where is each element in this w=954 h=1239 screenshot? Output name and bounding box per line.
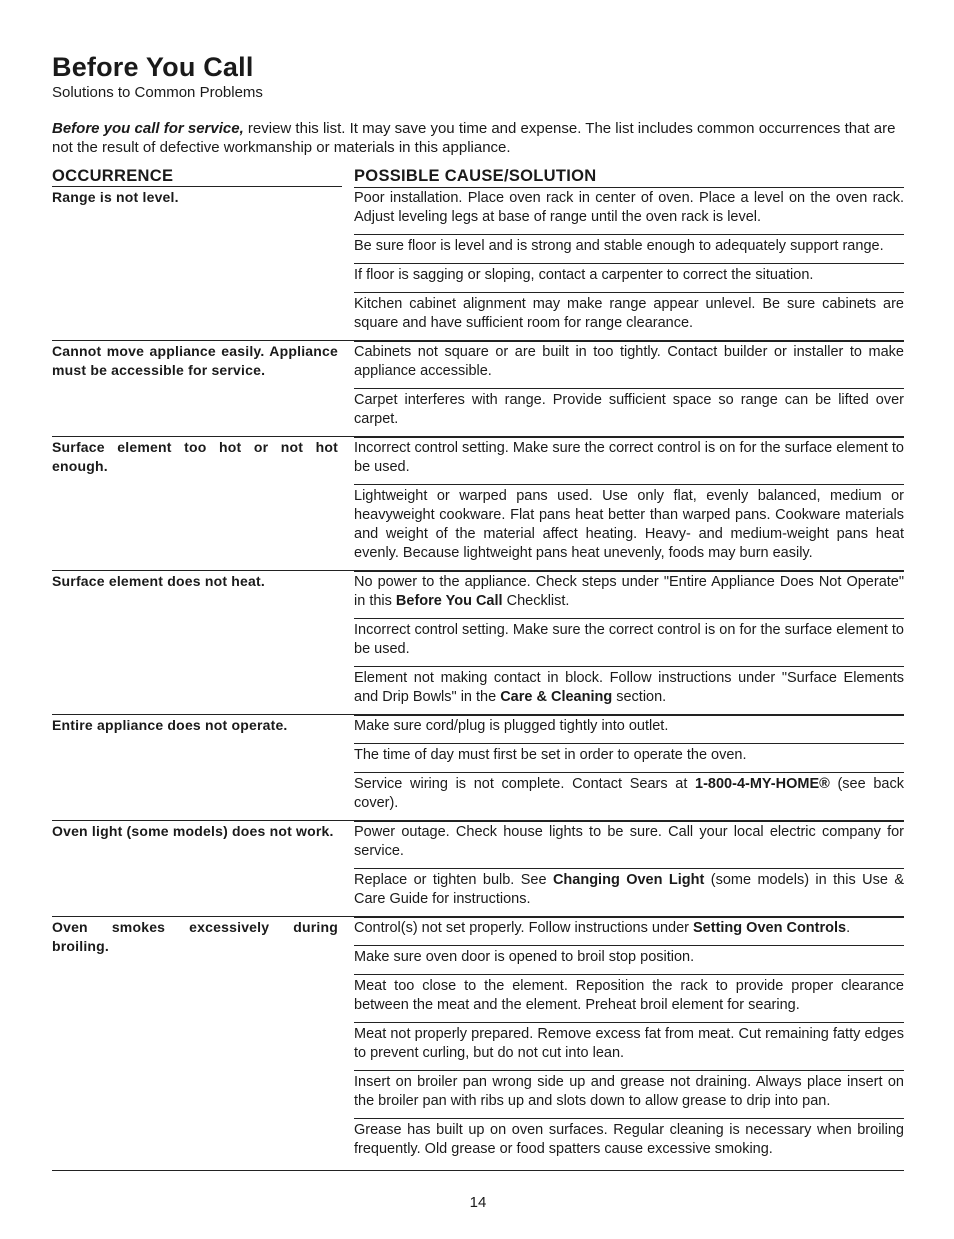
solution-emphasis: Care & Cleaning	[500, 689, 613, 705]
solution-text: Carpet interferes with range. Provide sufficient space so range can be lifted over carpet.	[354, 392, 904, 427]
occurrence-cell: Oven light (some models) does not work.	[52, 823, 334, 839]
solutions-cell	[354, 341, 904, 436]
solution-item	[354, 1070, 904, 1118]
solution-item	[354, 292, 904, 340]
occurrence-cell: Oven smokes excessively during broiling.	[52, 919, 338, 954]
solution-column-header: POSSIBLE CAUSE/SOLUTION	[354, 167, 597, 185]
solution-item	[354, 743, 904, 772]
solution-item	[354, 974, 904, 1022]
solution-text: Element not making contact in block. Follow instructions under "Surface Elements and Drip Bowls" in the	[354, 670, 904, 705]
solution-item	[354, 715, 904, 743]
solution-text: Service wiring is not complete. Contact Sears at	[354, 776, 696, 792]
solution-text: Incorrect control setting. Make sure the correct control is on for the surface element to be used.	[354, 622, 904, 657]
table-row	[52, 820, 904, 916]
table-bottom-rule	[52, 1170, 904, 1171]
solution-text: Meat too close to the element. Reposition the rack to provide proper clearance between the meat and the element. Preheat broil element for searing.	[354, 978, 904, 1013]
solution-emphasis: Changing Oven Light	[552, 872, 705, 888]
occurrence-cell: Cannot move appliance easily. Appliance must be accessible for service.	[52, 343, 338, 378]
solution-item	[354, 1118, 904, 1166]
solution-text: Kitchen cabinet alignment may make range appear unlevel. Be sure cabinets are square and have sufficient room for range clearance.	[354, 296, 904, 331]
solution-item	[354, 868, 904, 916]
solution-text: Power outage. Check house lights to be sure. Call your local electric company for service.	[354, 824, 904, 859]
solution-item	[354, 263, 904, 292]
occurrence-cell: Surface element does not heat.	[52, 573, 265, 589]
occurrence-column-header: OCCURRENCE	[52, 167, 174, 185]
solution-text: Make sure oven door is opened to broil stop position.	[354, 949, 695, 965]
solution-item	[354, 821, 904, 868]
solution-item	[354, 571, 904, 618]
solution-text: Meat not properly prepared. Remove excess fat from meat. Cut remaining fatty edges to prevent curling, but do not cut into lean.	[354, 1026, 904, 1061]
solution-text: (see back cover).	[354, 776, 904, 811]
solutions-cell	[354, 715, 904, 820]
solution-item	[354, 772, 904, 820]
solution-text: No power to the appliance. Check steps under "Entire Appliance Does Not Operate" in this	[354, 574, 904, 609]
troubleshooting-table	[52, 187, 904, 1166]
table-row	[52, 916, 904, 1166]
solution-text: Be sure floor is level and is strong and stable enough to adequately support range.	[354, 238, 884, 254]
page-title: Before You Call	[52, 52, 254, 82]
solution-text: Insert on broiler pan wrong side up and grease not draining. Always place insert on the broiler pan with ribs up and slots down to allow grease to drip into pan.	[354, 1074, 904, 1109]
solution-emphasis: Before You Call	[395, 593, 503, 609]
solution-text: Lightweight or warped pans used. Use only flat, evenly balanced, medium or heavyweight cookware. Flat pans heat better than warped pans. Cookware materials and weight of the material affect heating. Heavy- and medium-weight pans heat evenly. Because lightweight pans heat unevenly, foods may burn easily.	[354, 488, 904, 561]
table-header	[52, 166, 904, 188]
solution-emphasis: 1-800-4-MY-HOME®	[695, 776, 830, 792]
table-row	[52, 187, 904, 340]
solutions-cell	[354, 437, 904, 570]
solution-item	[354, 437, 904, 484]
table-row	[52, 436, 904, 570]
solution-item	[354, 666, 904, 714]
solution-item	[354, 187, 904, 234]
solution-item	[354, 945, 904, 974]
solution-text: Cabinets not square or are built in too tightly. Contact builder or installer to make appliance accessible.	[354, 344, 904, 379]
solution-text: Checklist.	[502, 593, 570, 609]
solution-item	[354, 917, 904, 945]
page-number: 14	[469, 1194, 487, 1211]
table-row	[52, 570, 904, 714]
occurrence-cell: Entire appliance does not operate.	[52, 717, 288, 733]
page-subtitle: Solutions to Common Problems	[52, 84, 263, 101]
solution-item	[354, 234, 904, 263]
solution-item	[354, 484, 904, 570]
table-row	[52, 714, 904, 820]
solution-item	[354, 618, 904, 666]
solution-item	[354, 388, 904, 436]
solutions-cell	[354, 187, 904, 340]
solution-text: Grease has built up on oven surfaces. Regular cleaning is necessary when broiling frequently. Old grease or food spatters cause excessive smoking.	[354, 1122, 904, 1157]
solutions-cell	[354, 571, 904, 714]
solution-item	[354, 1022, 904, 1070]
solution-text: The time of day must first be set in order to operate the oven.	[354, 747, 747, 763]
solution-text: (some models) in this Use & Care Guide for instructions.	[354, 872, 904, 907]
solution-text: .	[846, 920, 851, 936]
intro-paragraph	[52, 119, 904, 157]
intro-lead: Before you call for service,	[52, 120, 244, 137]
solution-text: Control(s) not set properly. Follow instructions under	[354, 920, 694, 936]
table-row	[52, 340, 904, 436]
solution-text: section.	[612, 689, 667, 705]
solution-text: Replace or tighten bulb. See	[354, 872, 553, 888]
solution-emphasis: Setting Oven Controls	[693, 920, 847, 936]
solutions-cell	[354, 821, 904, 916]
occurrence-cell: Range is not level.	[52, 189, 179, 205]
intro-text: review this list. It may save you time and expense. The list includes common occurrences that are not the result of defective workmanship or materials in this appliance.	[52, 120, 896, 156]
solutions-cell	[354, 917, 904, 1166]
occurrence-cell: Surface element too hot or not hot enough.	[52, 439, 338, 474]
solution-text: Make sure cord/plug is plugged tightly into outlet.	[354, 718, 669, 734]
solution-text: If floor is sagging or sloping, contact a carpenter to correct the situation.	[354, 267, 814, 283]
solution-text: Incorrect control setting. Make sure the correct control is on for the surface element to be used.	[354, 440, 904, 475]
solution-text: Poor installation. Place oven rack in center of oven. Place a level on the oven rack. Adjust leveling legs at base of range until the oven rack is level.	[354, 190, 904, 225]
solution-item	[354, 341, 904, 388]
